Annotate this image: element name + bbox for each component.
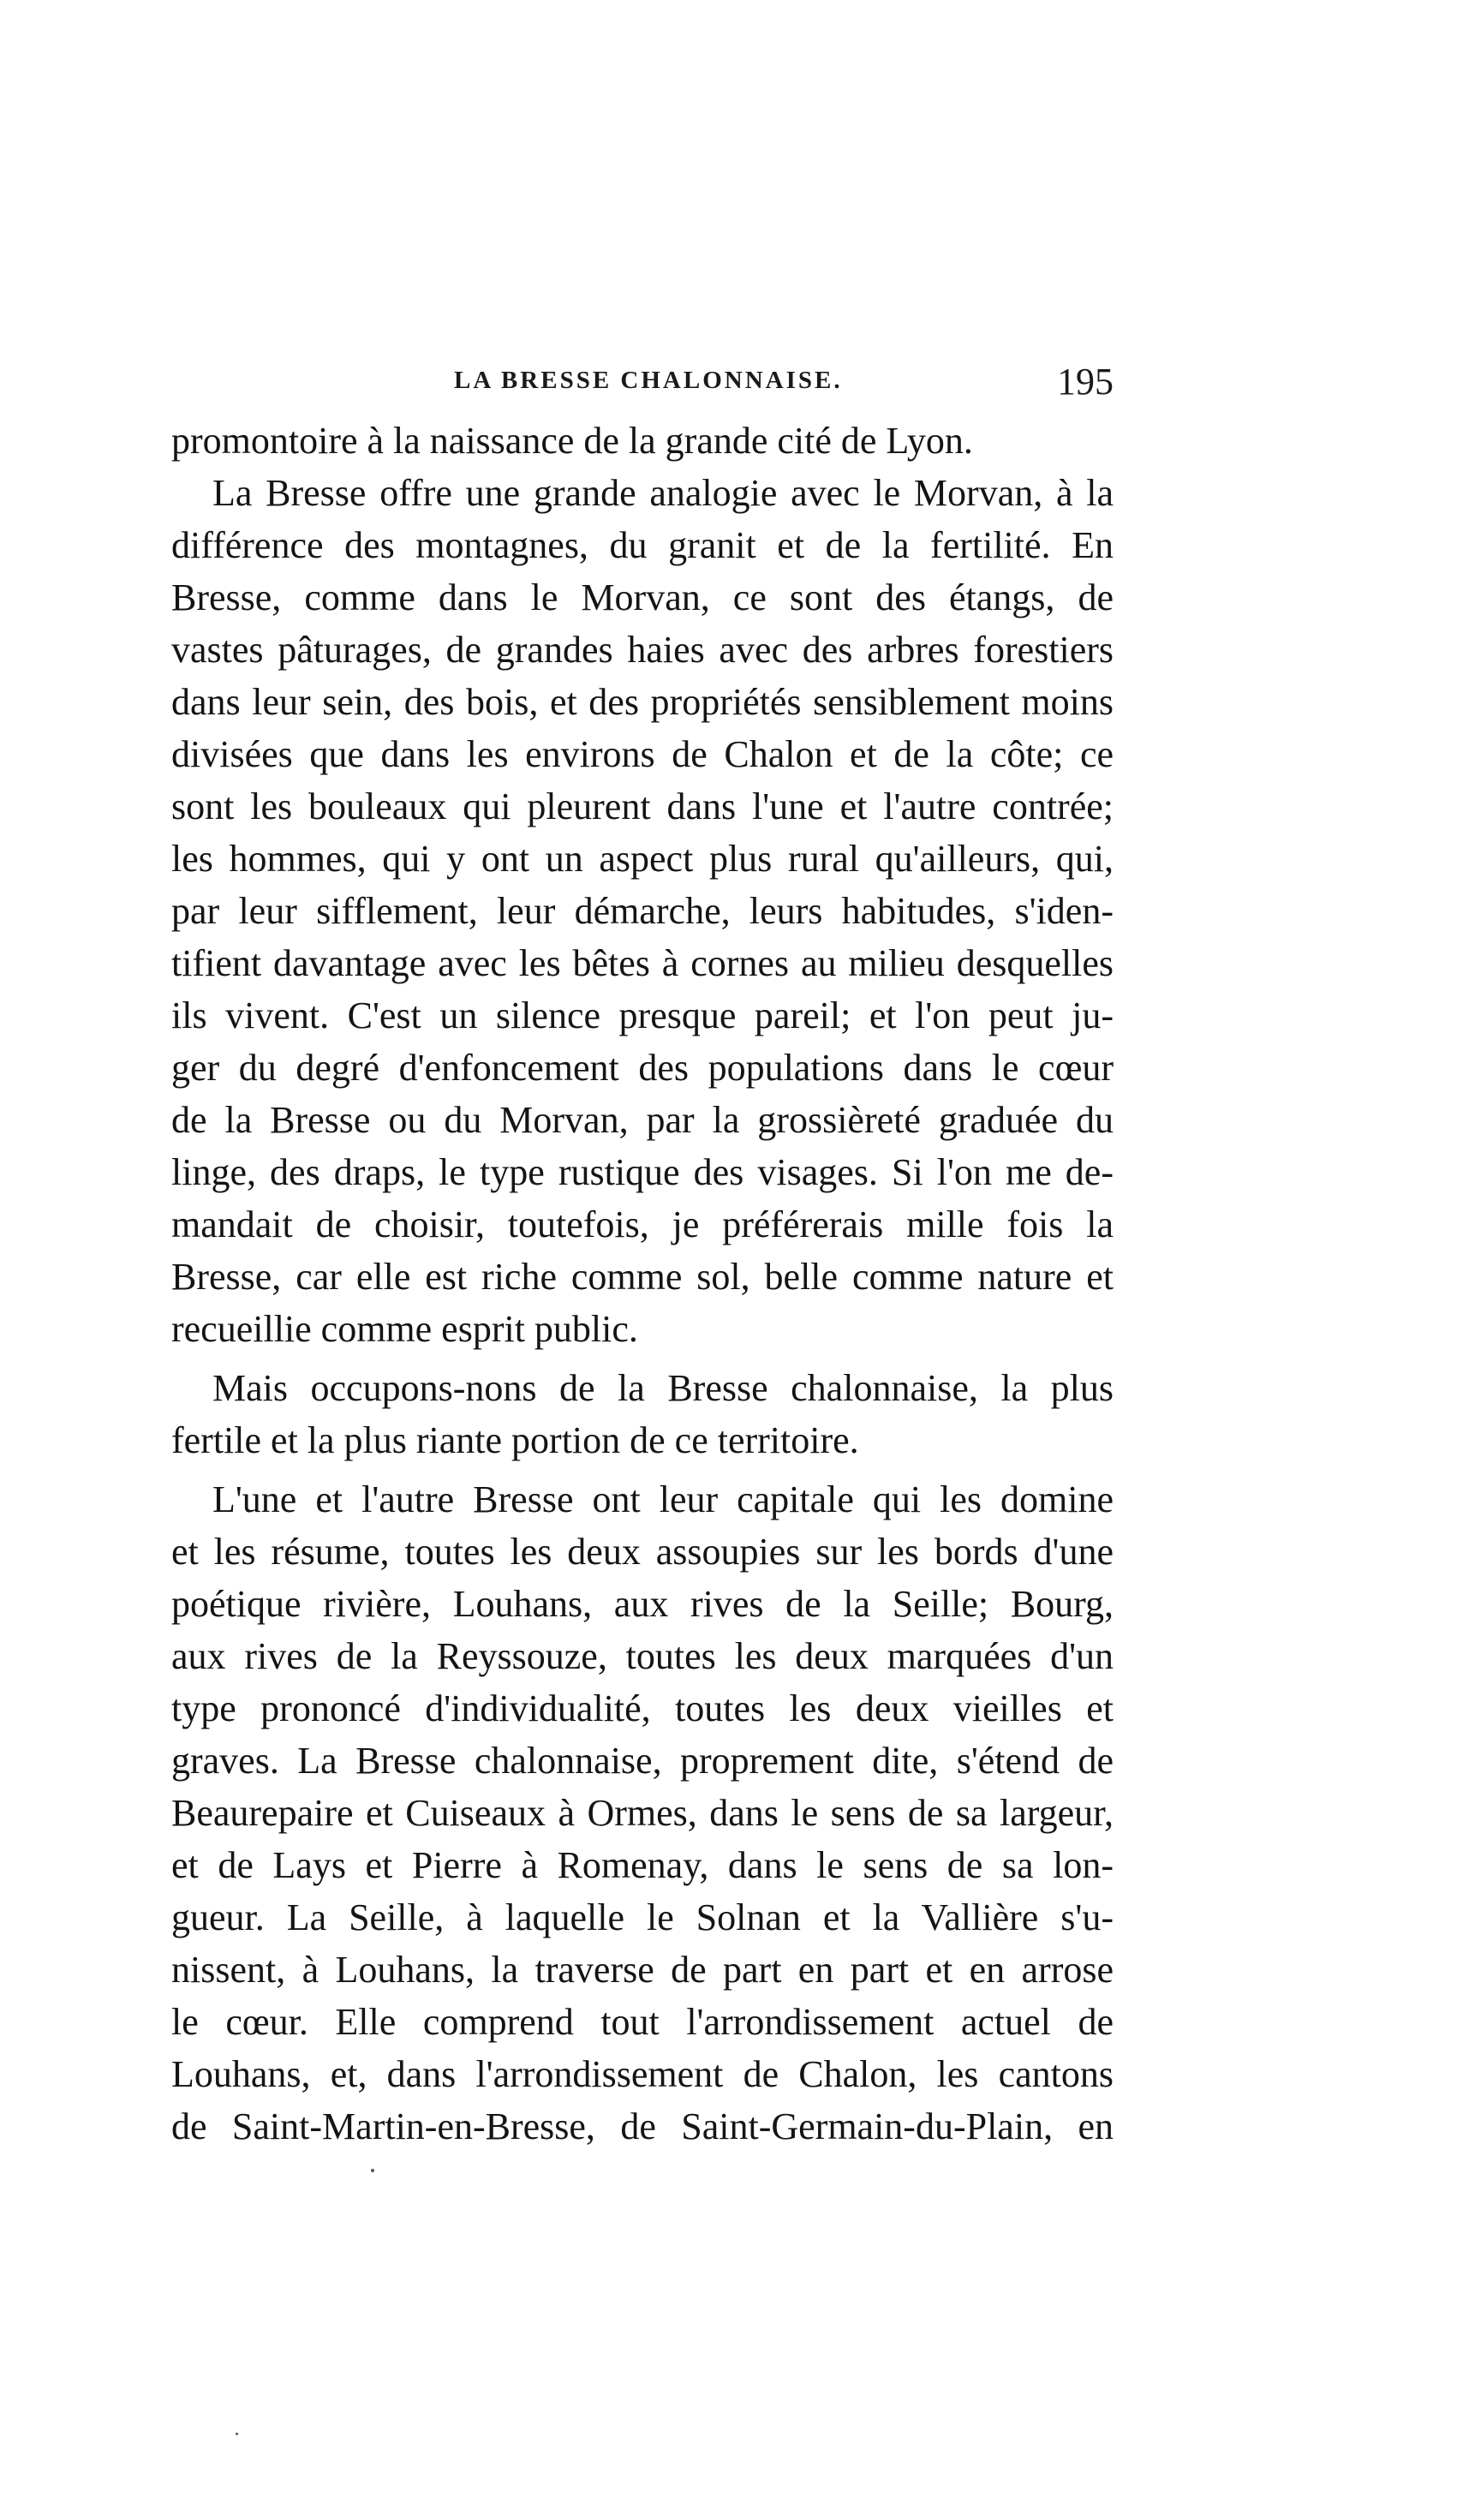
paragraph-1	[171, 415, 1114, 467]
text-line: L'une et l'autre Bresse ont leur capitale qui les domine	[212, 1478, 1114, 1520]
ink-speck	[236, 2433, 238, 2435]
text-line: poétique rivière, Louhans, aux rives de la Seille; Bourg,	[171, 1583, 1114, 1625]
text-line: nissent, à Louhans, la traverse de part en part et en arrose	[171, 1949, 1114, 1991]
text-line: le cœur. Elle comprend tout l'arrondissement actuel de	[171, 2001, 1114, 2043]
text-line: graves. La Bresse chalonnaise, proprement dite, s'étend de	[171, 1740, 1114, 1782]
text-line: les hommes, qui y ont un aspect plus rural qu'ailleurs, qui,	[171, 838, 1114, 880]
text-line: fertile et la plus riante portion de ce territoire.	[171, 1419, 859, 1461]
text-line: La Bresse offre une grande analogie avec le Morvan, à la	[212, 472, 1114, 514]
text-line: de Saint-Martin-en-Bresse, de Saint-Germain-du-Plain, en	[171, 2105, 1114, 2147]
text-line: de la Bresse ou du Morvan, par la grossièreté graduée du	[171, 1099, 1114, 1141]
page-number: 195	[1057, 361, 1114, 403]
text-line: Louhans, et, dans l'arrondissement de Chalon, les cantons	[171, 2053, 1114, 2095]
text-line: promontoire à la naissance de la grande cité de Lyon.	[171, 420, 973, 462]
paragraph-2	[171, 467, 1114, 1355]
text-line: et les résume, toutes les deux assoupies sur les bords d'une	[171, 1531, 1114, 1573]
text-line: gueur. La Seille, à laquelle le Solnan et la Vallière s'u-	[171, 1896, 1114, 1938]
text-line: sont les bouleaux qui pleurent dans l'une et l'autre contrée;	[171, 785, 1114, 827]
text-line: aux rives de la Reyssouze, toutes les deux marquées d'un	[171, 1635, 1114, 1677]
text-line: linge, des draps, le type rustique des visages. Si l'on me de-	[171, 1151, 1114, 1193]
text-line: dans leur sein, des bois, et des propriétés sensiblement moins	[171, 681, 1114, 723]
text-line: Beaurepaire et Cuiseaux à Ormes, dans le sens de sa largeur,	[171, 1792, 1114, 1834]
text-line: par leur sifflement, leur démarche, leurs habitudes, s'iden-	[171, 890, 1114, 932]
running-head	[171, 360, 1114, 411]
paragraph-4	[171, 1473, 1114, 2153]
text-line: différence des montagnes, du granit et de la fertilité. En	[171, 524, 1114, 566]
body-text	[171, 415, 1114, 2153]
text-line: Bresse, comme dans le Morvan, ce sont des étangs, de	[171, 576, 1114, 618]
text-line: tifient davantage avec les bêtes à cornes au milieu desquelles	[171, 942, 1114, 984]
text-line: type prononcé d'individualité, toutes les deux vieilles et	[171, 1687, 1114, 1729]
text-line: Mais occupons-nons de la Bresse chalonnaise, la plus	[212, 1367, 1114, 1409]
text-line: vastes pâturages, de grandes haies avec des arbres forestiers	[171, 629, 1114, 671]
text-line: mandait de choisir, toutefois, je préférerais mille fois la	[171, 1203, 1114, 1245]
text-line: divisées que dans les environs de Chalon et de la côte; ce	[171, 733, 1114, 775]
text-line: ger du degré d'enfoncement des populations dans le cœur	[171, 1047, 1114, 1089]
paragraph-3	[171, 1362, 1114, 1466]
text-line: Bresse, car elle est riche comme sol, belle comme nature et	[171, 1256, 1114, 1298]
text-line: et de Lays et Pierre à Romenay, dans le sens de sa lon-	[171, 1844, 1114, 1886]
text-line: recueillie comme esprit public.	[171, 1308, 638, 1350]
ink-speck	[371, 2169, 374, 2172]
running-title: LA BRESSE CHALONNAISE.	[454, 367, 843, 394]
text-line: ils vivent. C'est un silence presque pareil; et l'on peut ju-	[171, 994, 1114, 1036]
